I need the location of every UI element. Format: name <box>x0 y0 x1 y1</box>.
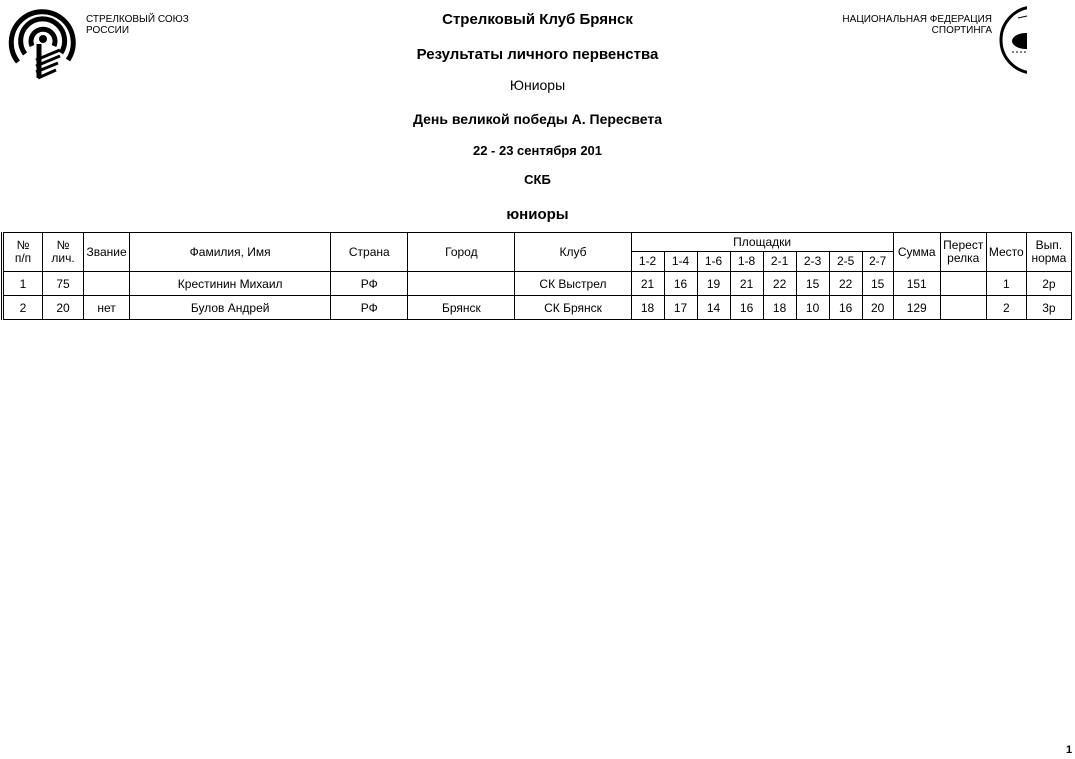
cell-name: Булов Андрей <box>130 296 331 320</box>
col-header-place: Место <box>986 233 1026 272</box>
cell-city: Брянск <box>408 296 515 320</box>
cell-score: 21 <box>631 272 664 296</box>
col-header-rank: Звание <box>84 233 130 272</box>
cell-country: РФ <box>331 272 408 296</box>
event-dates: 22 - 23 сентября 201 <box>472 143 603 158</box>
table-header-row <box>3 233 1072 252</box>
col-header-club: Клуб <box>515 233 631 272</box>
cell-rank <box>84 272 130 296</box>
cell-norm: 3р <box>1026 296 1071 320</box>
col-header-total: Сумма <box>893 233 940 272</box>
cell-score: 15 <box>862 272 893 296</box>
col-header-num: № п/п <box>3 233 43 272</box>
cell-score: 20 <box>862 296 893 320</box>
cell-bib: 20 <box>43 296 84 320</box>
col-header-station: 2-5 <box>829 252 862 272</box>
col-header-shootoff: Перест релка <box>940 233 986 272</box>
group-title: юниоры <box>506 206 569 223</box>
cell-score: 22 <box>763 272 796 296</box>
col-header-station: 1-2 <box>631 252 664 272</box>
cell-country: РФ <box>331 296 408 320</box>
org-right-line2: СПОРТИНГА <box>931 25 992 36</box>
cell-score: 16 <box>664 272 697 296</box>
cell-city <box>408 272 515 296</box>
cell-score: 15 <box>796 272 829 296</box>
cell-place: 2 <box>986 296 1026 320</box>
report-title: Результаты личного первенства <box>416 46 659 63</box>
cell-total: 129 <box>893 296 940 320</box>
category-title: Юниоры <box>509 77 566 93</box>
cell-score: 21 <box>730 272 763 296</box>
page-number: 1 <box>1066 744 1073 756</box>
cell-bib: 75 <box>43 272 84 296</box>
cell-club: СК Брянск <box>515 296 631 320</box>
col-header-country: Страна <box>331 233 408 272</box>
cell-score: 18 <box>631 296 664 320</box>
cell-score: 16 <box>730 296 763 320</box>
cell-num: 1 <box>3 272 43 296</box>
cell-shootoff <box>940 272 986 296</box>
cell-num: 2 <box>3 296 43 320</box>
col-header-station: 2-1 <box>763 252 796 272</box>
col-header-station: 1-8 <box>730 252 763 272</box>
club-title: Стрелковый Клуб Брянск <box>442 11 633 28</box>
cell-score: 17 <box>664 296 697 320</box>
cell-norm: 2р <box>1026 272 1071 296</box>
col-header-station: 1-6 <box>697 252 730 272</box>
cell-shootoff <box>940 296 986 320</box>
cell-place: 1 <box>986 272 1026 296</box>
cell-club: СК Выстрел <box>515 272 631 296</box>
col-header-norm: Вып. норма <box>1026 233 1071 272</box>
cell-name: Крестинин Михаил <box>130 272 331 296</box>
col-header-stations: Площадки <box>631 233 893 252</box>
cell-score: 18 <box>763 296 796 320</box>
col-header-bib: № лич. <box>43 233 84 272</box>
table-row <box>3 296 1072 320</box>
org-left-line2: РОССИИ <box>86 25 130 36</box>
col-header-station: 2-3 <box>796 252 829 272</box>
org-left-line1: СТРЕЛКОВЫЙ СОЮЗ <box>86 14 189 25</box>
org-right-line1: НАЦИОНАЛЬНАЯ ФЕДЕРАЦИЯ <box>842 14 992 25</box>
cell-score: 16 <box>829 296 862 320</box>
cell-total: 151 <box>893 272 940 296</box>
table-row <box>3 272 1072 296</box>
col-header-city: Город <box>408 233 515 272</box>
cell-score: 10 <box>796 296 829 320</box>
cell-score: 22 <box>829 272 862 296</box>
col-header-name: Фамилия, Имя <box>130 233 331 272</box>
cell-score: 19 <box>697 272 730 296</box>
col-header-station: 2-7 <box>862 252 893 272</box>
results-table <box>1 232 1072 320</box>
cell-score: 14 <box>697 296 730 320</box>
event-venue: СКБ <box>524 172 551 187</box>
event-name: День великой победы А. Пересвета <box>413 111 662 127</box>
col-header-station: 1-4 <box>664 252 697 272</box>
cell-rank: нет <box>84 296 130 320</box>
